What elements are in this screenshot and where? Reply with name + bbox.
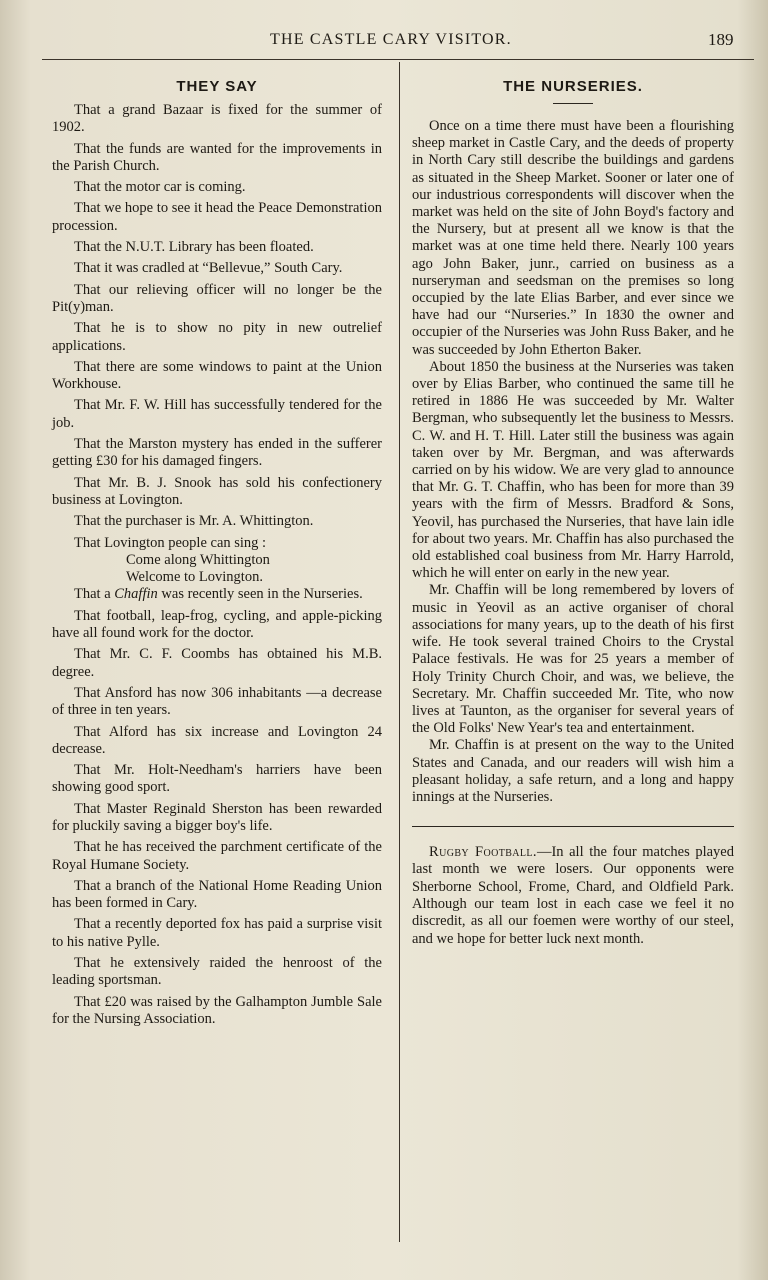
say-item: That the purchaser is Mr. A. Whittington. (74, 513, 314, 530)
say-item: That he is to show no pity in new outrelief applications. (52, 320, 382, 354)
say-item-text: That a (74, 586, 111, 603)
say-item: That a grand Bazaar is fixed for the summer of 1902. (52, 102, 382, 136)
say-item: That Mr. Holt-Needham's harriers have been showing good sport. (52, 762, 382, 796)
song-verse-line: Come along Whittington (126, 551, 270, 568)
header-rule (42, 59, 754, 60)
say-item: That football, leap-frog, cycling, and apple-picking have all found work for the doctor. (52, 607, 382, 642)
say-item: That the motor car is coming. (74, 179, 246, 196)
running-header (0, 28, 768, 56)
say-item: That our relieving officer will no longer be the Pit(y)man. (52, 281, 382, 315)
section-rule (412, 826, 734, 827)
say-item: That he has received the parchment certificate of the Royal Humane Society. (52, 839, 382, 873)
say-item: That it was cradled at “Bellevue,” South Cary. (74, 260, 343, 277)
they-say-column (52, 78, 382, 1032)
nurseries-paragraph: About 1850 the business at the Nurseries was taken over by Elias Barber, who continued the same till he retired in 1886 He was succeeded by Mr. Walter Bergman, who subsequently let the business to Messrs. C. W. and H. T. Hill. Later still the business was again taken over by Mr. Bergman, and was afterwards carried on by his widow. We are very glad to announce that Mr. G. T. Chaffin, who has been for more than 39 years with the firm of Messrs. Bradford & Sons, Yeovil, has purchased the Nurseries, that have lain idle for about two years. Mr. Chaffin has also purchased the old established coal business from Mr. Harry Harrold, which he will enter on early in the new year. (412, 358, 734, 582)
chaffin-pun: Chaffin (114, 586, 158, 603)
say-item: That we hope to see it head the Peace Demonstration procession. (52, 200, 382, 234)
say-item: That £20 was raised by the Galhampton Jumble Sale for the Nursing Association. (52, 993, 382, 1027)
page-number: 189 (708, 30, 734, 49)
nurseries-paragraph: Mr. Chaffin is at present on the way to the United States and Canada, and our readers will wish him a pleasant holiday, a safe return, and a long and happy innings at the Nurseries. (412, 737, 734, 805)
say-item: That a recently deported fox has paid a surprise visit to his native Pylle. (52, 916, 382, 950)
say-item: That Lovington people can sing : (74, 534, 267, 551)
say-item: That the funds are wanted for the improvements in the Parish Church. (52, 140, 382, 174)
rugby-text: —In all the four matches played last month we were losers. Our opponents were Sherborne School, Frome, Chard, and Oldfield Park. Although our team lost in each case we feel it no discredit, as all our foemen were worthy of our steel, and we hope for better luck next month. (412, 844, 734, 947)
heading-rule (553, 103, 593, 104)
rugby-football-paragraph (412, 844, 734, 948)
say-item: That there are some windows to paint at the Union Workhouse. (52, 358, 382, 393)
say-item: That the N.U.T. Library has been floated. (74, 239, 314, 256)
say-item: That a branch of the National Home Reading Union has been formed in Cary. (52, 877, 382, 912)
publication-title: THE CASTLE CARY VISITOR. (270, 31, 512, 48)
nurseries-paragraph: Mr. Chaffin will be long remembered by lovers of music in Yeovil as an active organiser of choral associations for many years, up to the death of his first wife. He took several trained Choirs to the Crystal Palace festivals. He was for 25 years a member of Holy Trinity Church Choir, and was, we believe, the Secretary. Mr. Chaffin succeeded Mr. Tite, who now lives at Taunton, as the organiser for several years of the Old Folks' New Year's tea and entertainment. (412, 582, 734, 737)
they-say-heading: THEY SAY (176, 78, 258, 95)
column-divider (399, 62, 400, 1242)
say-item: That Alford has six increase and Lovington 24 decrease. (52, 723, 382, 757)
nurseries-paragraph: Once on a time there must have been a flourishing sheep market in Castle Cary, and the deeds of property in North Cary still describe the buildings and gardens as situated in the Sheep Market. Sooner or later one of our industrious correspondents will discover when the market was held on the site of John Boyd's factory and the Nursery, but at present all we know is that the market was at one time held there. Nearly 100 years ago John Baker, junr., carried on business as a nurseryman and seedsman on the premises so long occupied by the late Elias Barber, and ever since we have had our “Nurseries.” In 1830 the owner and occupier of the Nurseries was John Russ Baker, and he was succeeded by John Etherton Baker. (412, 118, 734, 358)
say-item: That Master Reginald Sherston has been rewarded for pluckily saving a bigger boy's life. (52, 800, 382, 834)
rugby-lead: Rugby Football. (429, 844, 537, 861)
say-item: That Ansford has now 306 inhabitants —a decrease of three in ten years. (52, 684, 382, 719)
say-item (52, 586, 382, 603)
song-verse-line: Welcome to Lovington. (126, 569, 263, 586)
say-item: That the Marston mystery has ended in the sufferer getting £30 for his damaged fingers. (52, 436, 382, 470)
say-item: That he extensively raided the henroost of the leading sportsman. (52, 955, 382, 989)
say-item-text: was recently seen in the Nurseries. (161, 586, 363, 603)
nurseries-column (412, 78, 734, 948)
nurseries-heading: THE NURSERIES. (503, 78, 643, 95)
say-item: That Mr. C. F. Coombs has obtained his M.B. degree. (52, 646, 382, 680)
say-item: That Mr. B. J. Snook has sold his confectionery business at Lovington. (52, 474, 382, 508)
say-item: That Mr. F. W. Hill has successfully tendered for the job. (52, 397, 382, 431)
